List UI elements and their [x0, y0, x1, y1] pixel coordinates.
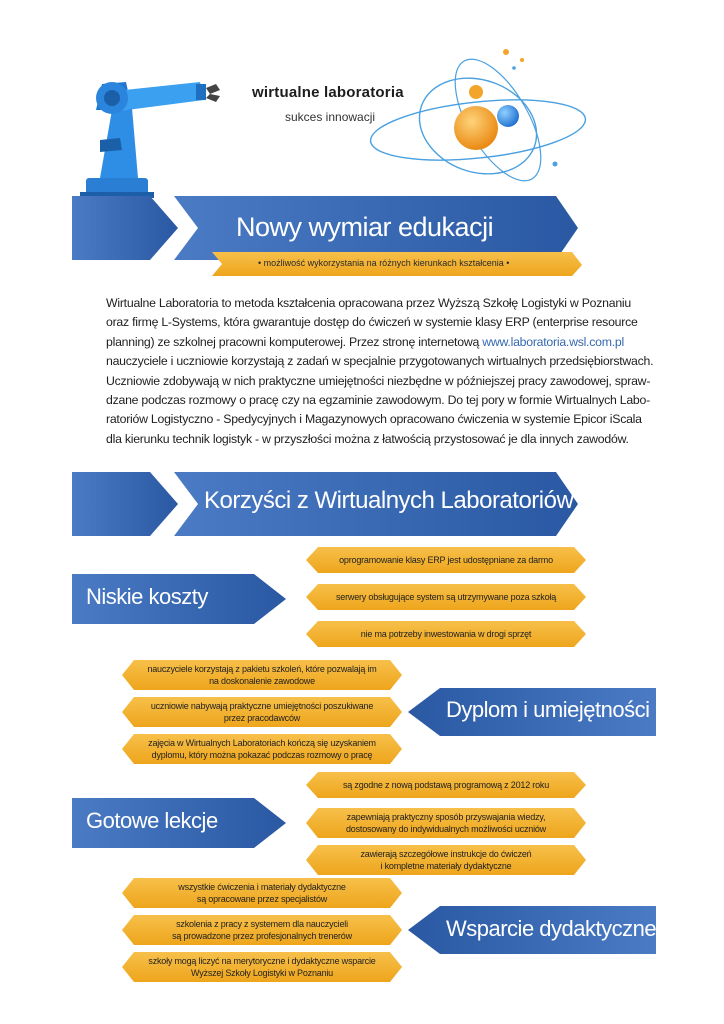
intro-line: planning) ze szkolnej pracowni komputerowej. Przez stronę internetową	[106, 334, 483, 349]
intro-line: ratoriów Logistyczno - Spedycyjnych i Magazynowych opracowano ćwiczenia w systemie Epicor iScala	[106, 412, 642, 427]
benefit-item: szkoły mogą liczyć na merytoryczne i dydaktyczne wsparcie Wyższej Szkoły Logistyki w Poznaniu	[148, 956, 376, 978]
intro-line: dzane podczas rozmowy o pracę czy na egzaminie zawodowym. Do tej pory w formie Wirtualnych Labo-	[106, 393, 650, 408]
benefit-item: zawierają szczegółowe instrukcje do ćwiczeń i kompletne materiały dydaktyczne	[360, 849, 532, 871]
intro-line: Uczniowie zdobywają w nich praktyczne umiejętności niezbędne w późniejszej pracy zawodowej, spraw-	[106, 373, 651, 388]
intro-line-with-link	[106, 333, 666, 352]
benefit-item: zajęcia w Wirtualnych Laboratoriach kończą się uzyskaniem dyplomu, który można pokazać podczas rozmowy o pracę	[148, 738, 376, 760]
website-link[interactable]: www.laboratoria.wsl.com.pl	[482, 334, 624, 349]
category-wsparcie: Wsparcie dydaktyczne	[446, 916, 657, 941]
benefit-item: są zgodne z nową podstawą programową z 2012 roku	[342, 780, 550, 790]
benefit-item: uczniowie nabywają praktyczne umiejętności poszukiwane przez pracodawców	[150, 701, 374, 723]
benefit-item: serwery obsługujące system są utrzymywane poza szkołą	[336, 592, 556, 602]
benefit-item: wszystkie ćwiczenia i materiały dydaktyczne są opracowane przez specjalistów	[178, 882, 346, 904]
intro-paragraph	[106, 294, 666, 449]
benefit-item: nie ma potrzeby inwestowania w drogi sprzęt	[360, 629, 532, 639]
intro-line: oraz firmę L-Systems, która gwarantuje dostęp do ćwiczeń w systemie klasy ERP (enterprise resource	[106, 315, 638, 330]
category-niskie-koszty: Niskie koszty	[86, 584, 208, 609]
brand-subtitle: sukces innowacji	[285, 110, 376, 124]
benefit-item: zapewniają praktyczny sposób przyswajania wiedzy, dostosowany do indywidualnych możliwości uczniów	[345, 812, 546, 834]
brand-title: wirtualne laboratoria	[252, 84, 404, 101]
intro-line: dla kierunku technik logistyk - w przyszłości można z łatwością przystosować je dla innych zawodów.	[106, 431, 629, 446]
atom-orbit-icon	[368, 46, 589, 194]
robot-arm-icon	[80, 82, 220, 198]
intro-line: nauczyciele i uczniowie korzystają z zadań w specjalnie przygotowanych wirtualnych przedsiębiorstwach.	[106, 354, 654, 369]
intro-line: Wirtualne Laboratoria to metoda kształcenia opracowana przez Wyższą Szkołę Logistyki w Poznaniu	[106, 296, 631, 310]
benefit-item: szkolenia z pracy z systemem dla nauczycieli są prowadzone przez profesjonalnych trenerów	[172, 919, 352, 941]
benefit-item: oprogramowanie klasy ERP jest udostępniane za darmo	[339, 555, 553, 565]
section1-title: Nowy wymiar edukacji	[236, 212, 494, 242]
section1-tagline: • możliwość wykorzystania na różnych kierunkach kształcenia •	[258, 258, 510, 268]
category-gotowe-lekcje: Gotowe lekcje	[86, 808, 218, 833]
section2-title: Korzyści z Wirtualnych Laboratoriów	[204, 487, 574, 514]
category-dyplom: Dyplom i umiejętności	[446, 697, 650, 722]
benefit-item: nauczyciele korzystają z pakietu szkoleń, które pozwalają im na doskonalenie zawodowe	[147, 664, 377, 686]
